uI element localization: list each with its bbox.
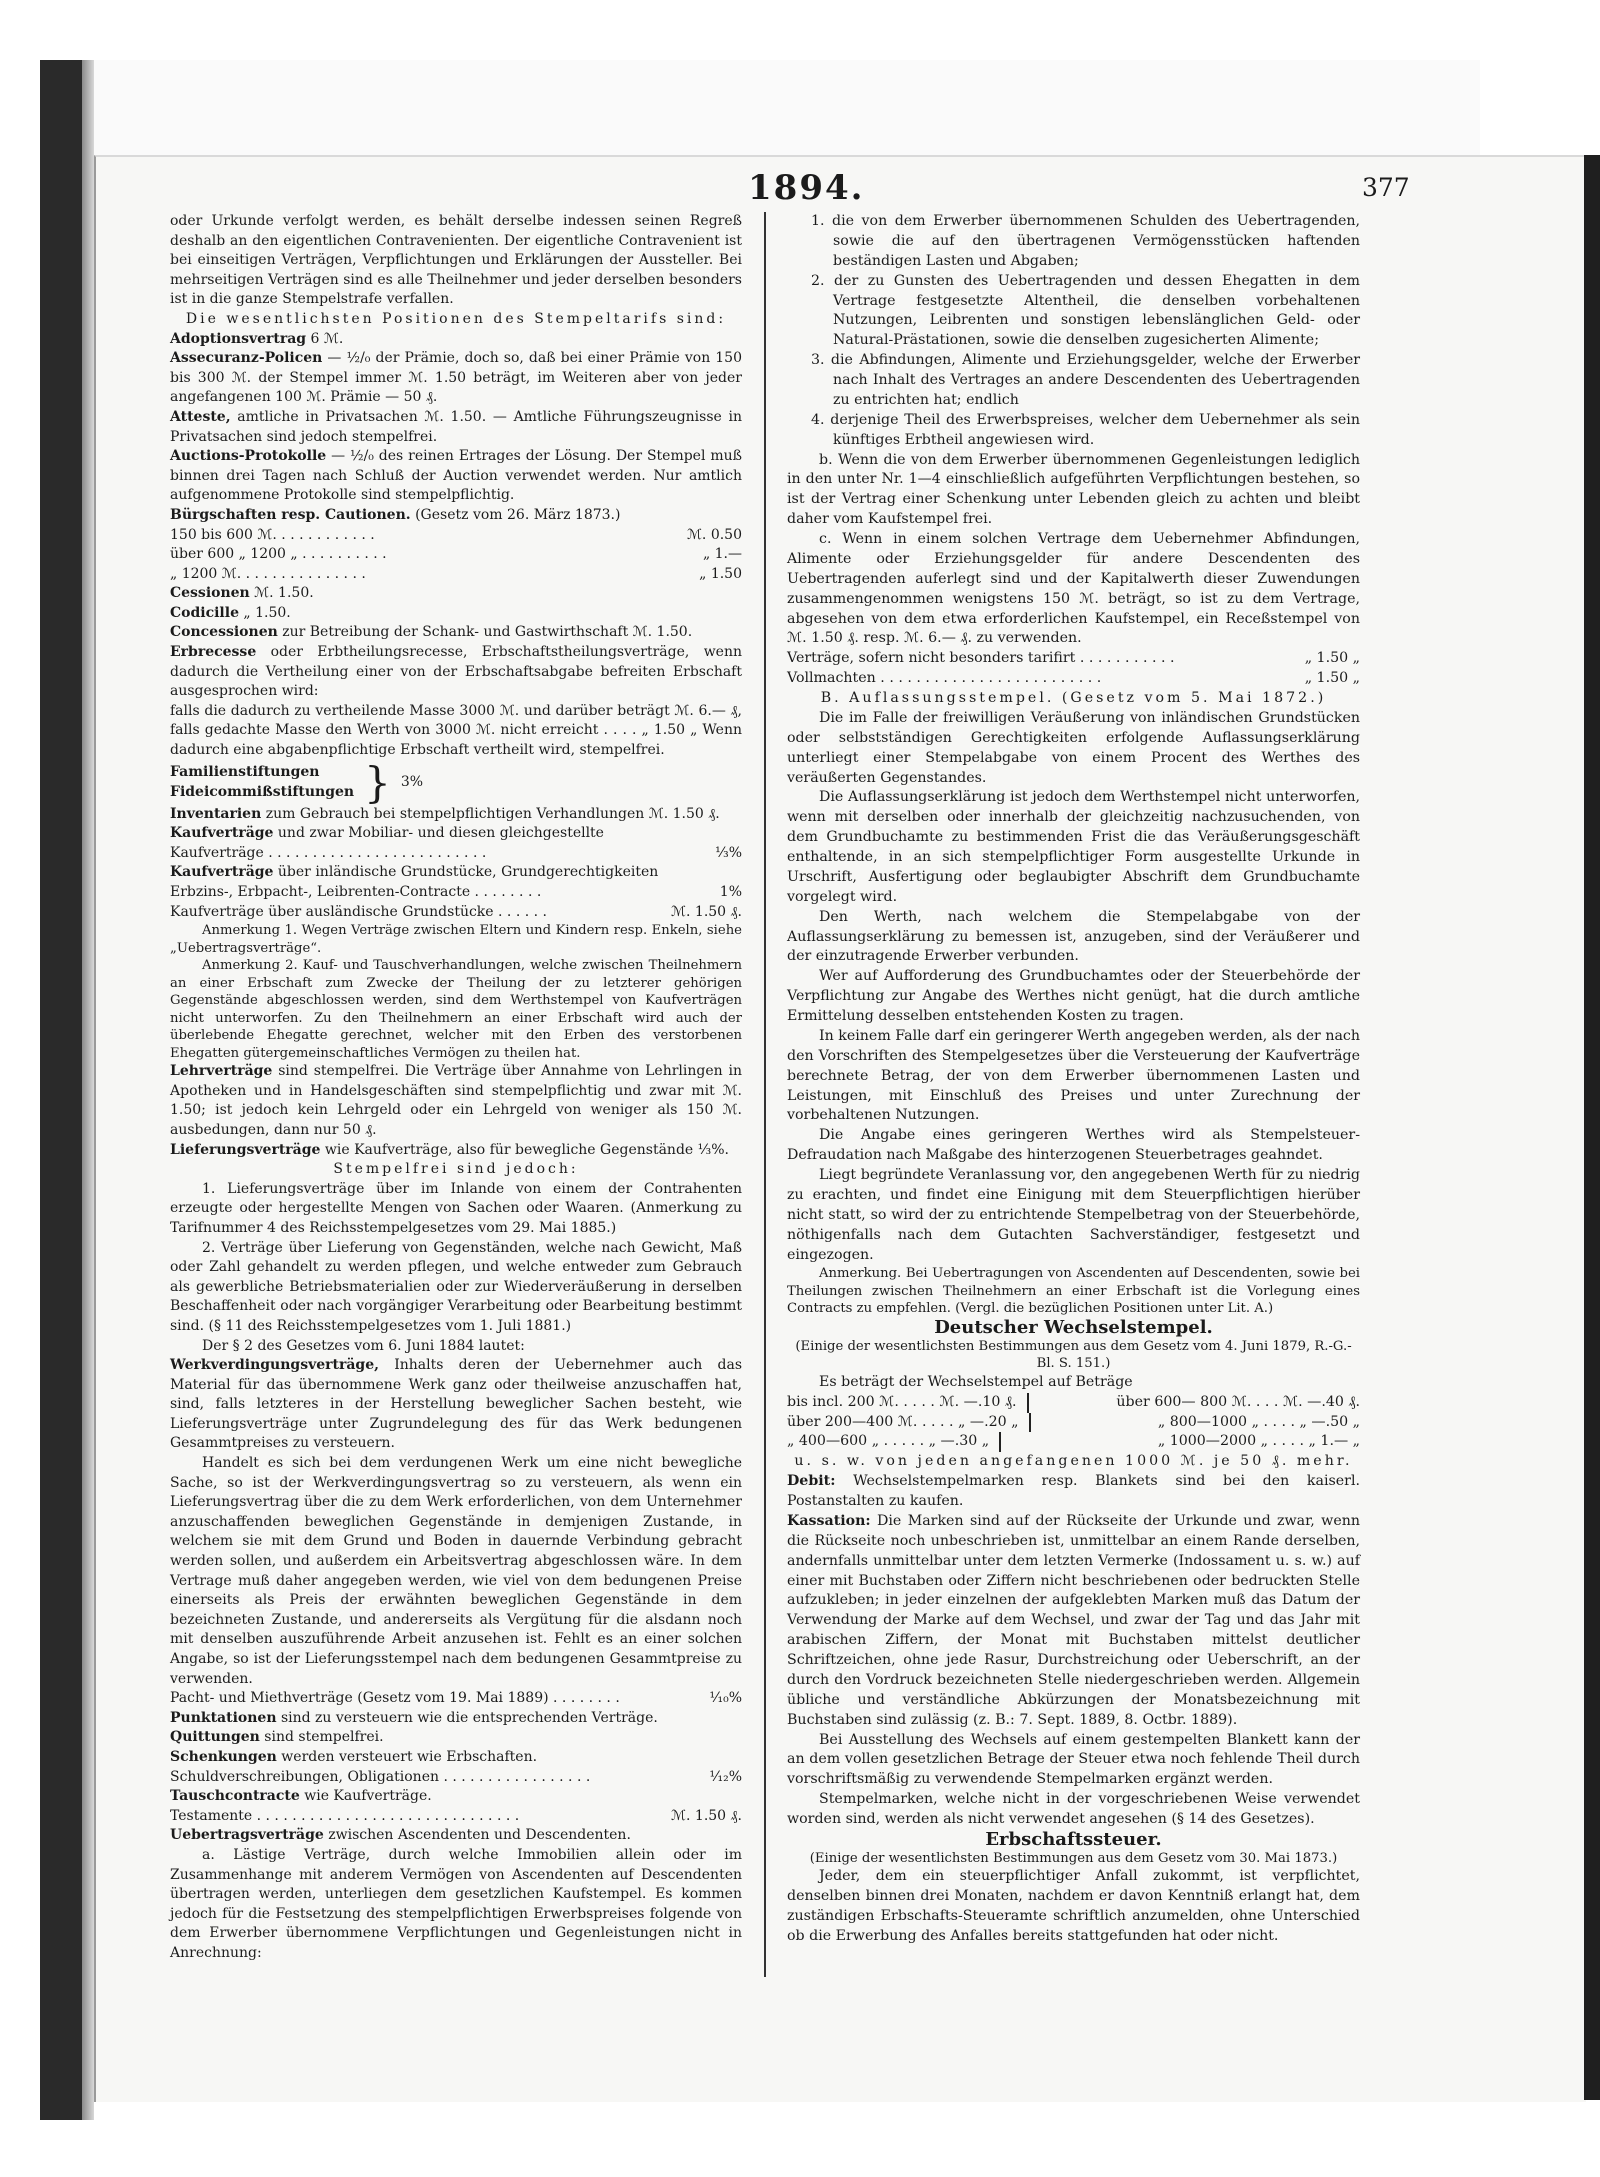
- tariff-label: Schuldverschreibungen, Obligationen . . . . . . . . . . . . . . . . .: [170, 1768, 591, 1785]
- entry-text: — ½/₀ des reinen Ertrages der Lösung. Der Stempel muß binnen drei Tagen nach Schluß der Auction verwendet werden. Nur amtlich aufgenommene Protokolle sind stempelpflichtig.: [170, 448, 742, 504]
- entry-text: 3. die Abfindungen, Alimente und Erziehungsgelder, welche der Erwerber nach Inhalt des Vertrages an andere Descendenten des Uebertragenden zu entrichten hat; endlich: [811, 352, 1360, 408]
- scan-margin: [40, 60, 1480, 160]
- tariff-value: 1%: [719, 884, 742, 900]
- entry-text: 1. Lieferungsverträge über im Inlande von einem der Contrahenten erzeugte oder hergestellte Mengen von Sachen oder Waaren. (Anmerkung zu Tarifnummer 4 des Reichsstempelgesetzes vom 29. Mai 1885.): [170, 1180, 742, 1236]
- entry-text: Handelt es sich bei dem verdungenen Werk um eine nicht bewegliche Sache, so ist der Werkverdingungsvertrag so zu versteuern, als wenn ein Lieferungsvertrag über die zu dem Werk erforderlichen, von dem Unternehmer anzuschaffenden beweglichen Gegenstände in demjenigen Zustande, in welchem sie mit dem Grund und Boden in dauernde Verbindung gebracht werden sollen, und außerdem ein Arbeitsvertrag abgeschlossen wäre. In dem Vertrage muß daher angegeben werden, wie viel von dem bedungenen Preise einerseits als Preis der erwähnten beweglichen Gegenstände in dem bezeichneten Zustande, und andererseits als Vergütung für die alsdann noch mit denselben auszuführende Arbeit anzusehen ist. Fehlt es an einer solchen Angabe, so ist der Lieferungsstempel nach dem bedungenen Gesammtpreise zu verwenden.: [170, 1455, 742, 1687]
- bill-rate-row: [787, 1393, 1360, 1413]
- entry-text: wie Kaufverträge, also für bewegliche Gegenstände ⅓%.: [320, 1141, 729, 1158]
- bill-rate-right: „ 1000—2000 „ . . . . „ 1.— „: [1157, 1433, 1360, 1450]
- tariff-label: Kaufverträge . . . . . . . . . . . . . . . . . . . . . . . . .: [170, 844, 487, 861]
- body-paragraph: [787, 788, 1360, 907]
- entry-paragraph: [170, 584, 742, 604]
- body-paragraph: [170, 1180, 742, 1239]
- entry-paragraph: [170, 623, 742, 643]
- tariff-value: ¹⁄₁₂%: [709, 1768, 742, 1785]
- entry-text: Jeder, dem ein steuerpflichtiger Anfall zukommt, ist verpflichtet, denselben binnen drei Monaten, nachdem er davon Kenntniß erlangt hat, dem zuständigen Erbschafts-Steueramte schriftlich anzumelden, ohne Unterschied ob die Erwerbung des Anfalles bereits stattgefunden hat oder nicht.: [787, 1868, 1360, 1944]
- body-paragraph: [787, 1731, 1360, 1791]
- body-paragraph: [787, 1027, 1360, 1126]
- entry-keyword: Quittungen: [170, 1729, 260, 1746]
- entry-paragraph: [170, 824, 742, 844]
- entry-keyword: Werkverdingungsverträge,: [170, 1357, 379, 1374]
- entry-paragraph: [787, 1512, 1360, 1731]
- foundation-group: [170, 757, 742, 807]
- entry-text: Anmerkung 2. Kauf- und Tauschverhandlungen, welche zwischen Theilnehmern an einer Erbschaft zum Zwecke der Theilung der zu letzterer gehörigen Gegenstände abgeschlossen werden, sind dem Werthstempel von Kaufverträgen nicht unterworfen. Zu den Theilnehmern an einer Erbschaft wird auch der überlebende Ehegatte gerechnet, welcher mit den Erben des verstorbenen Ehegatten gütergemeinschaftliches Vermögen zu theilen hat.: [170, 958, 742, 1061]
- foundation-label: Familienstiftungen: [170, 764, 320, 781]
- bill-rate-left: über 200—400 ℳ. . . . . „ —.20 „: [787, 1413, 1031, 1433]
- entry-keyword: Atteste,: [170, 408, 231, 425]
- tariff-value: ¹⁄₁₀%: [709, 1690, 742, 1707]
- right-text-column: [787, 212, 1360, 1947]
- entry-text: Anmerkung. Bei Uebertragungen von Ascendenten auf Descendenten, sowie bei Theilungen zwischen Theilnehmern an einer Erbschaft ist die Vorlegung eines Contracts zu empfehlen. (Vergl. die bezüglichen Positionen unter Lit. A.): [787, 1266, 1360, 1317]
- numbered-item: [787, 351, 1360, 411]
- entry-text: oder Urkunde verfolgt werden, es behält derselbe indessen seinen Regreß deshalb an den eigentlichen Contravenienten. Der eigentliche Contravenient ist bei einseitigen Verträgen, Verpflichtungen und Erklärungen der Aussteller. Bei mehrseitigen Verträgen sind es alle Theilnehmer und jeder derselben besonders ist in die ganze Stempelstrafe verfallen.: [170, 213, 742, 308]
- entry-text: In keinem Falle darf ein geringerer Werth angegeben werden, als der nach den Vorschriften des Stempelgesetzes über die Versteuerung der Kaufverträge berechnete Betrag, der von dem Erwerber übernommenen Lasten und Leistungen, mit Einschluß des Preises und unter Zurechnung der vorbehaltenen Nutzungen.: [787, 1027, 1360, 1124]
- tariff-value: „ 1.50: [699, 565, 742, 582]
- entry-keyword: Codicille: [170, 604, 239, 621]
- entry-text: Stempelfrei sind jedoch:: [333, 1161, 579, 1178]
- entry-text: 4. derjenige Theil des Erwerbspreises, welcher dem Uebernehmer als sein künftiges Erbtheil angewiesen wird.: [811, 411, 1360, 448]
- entry-text: Die Auflassungserklärung ist jedoch dem Werthstempel nicht unterworfen, wenn mit derselben oder innerhalb der gleichzeitig nachzusuchenden, von dem Grundbuchamte zu bestimmenden Frist die das Veräußerungsgeschäft enthaltende, in an sich stempelpflichtiger Form ausgestellte Urkunde in Urschrift, Ausfertigung oder beglaubigter Abschrift dem Grundbuchamte vorgelegt wird.: [787, 789, 1360, 905]
- note-text: [787, 1265, 1360, 1318]
- entry-text: Wer auf Aufforderung des Grundbuchamtes oder der Steuerbehörde der Verpflichtung zur Angabe des Werthes nicht genügt, hat die durch amtliche Ermittelung desselben entstehenden Kosten zu tragen.: [787, 968, 1360, 1024]
- entry-keyword: Lehrverträge: [170, 1063, 273, 1080]
- section-heading: [787, 689, 1360, 709]
- entry-keyword: Adoptionsvertrag: [170, 330, 307, 347]
- entry-text: B. Auflassungsstempel. (Gesetz vom 5. Mai 1872.): [820, 690, 1327, 706]
- body-paragraph: [787, 1373, 1360, 1393]
- entry-paragraph: [170, 863, 742, 883]
- entry-paragraph: [170, 702, 742, 761]
- bill-rate-row: [787, 1413, 1360, 1433]
- entry-paragraph: [170, 1748, 742, 1768]
- tariff-label: Erbzins-, Erbpacht-, Leibrenten-Contracte . . . . . . . .: [170, 884, 542, 900]
- section-heading: [170, 1160, 742, 1180]
- entry-keyword: Lieferungsverträge: [170, 1141, 321, 1158]
- body-paragraph: [787, 530, 1360, 649]
- entry-text: zum Gebrauch bei stempelpflichtigen Verhandlungen ℳ. 1.50 ₰.: [261, 805, 720, 822]
- entry-text: Der § 2 des Gesetzes vom 6. Juni 1884 lautet:: [202, 1337, 525, 1354]
- tariff-label: über 600 „ 1200 „ . . . . . . . . . .: [170, 546, 387, 563]
- entry-text: Wechselstempelmarken resp. Blankets sind bei den kaiserl. Postanstalten zu kaufen.: [787, 1473, 1360, 1509]
- tariff-row: [170, 1689, 742, 1709]
- entry-text: Stempelmarken, welche nicht in der vorgeschriebenen Weise verwendet worden sind, werden als nicht verwendet angesehen (§ 14 des Gesetzes).: [787, 1791, 1360, 1827]
- entry-text: (Einige der wesentlichsten Bestimmungen aus dem Gesetz vom 30. Mai 1873.): [809, 1850, 1338, 1866]
- tariff-row: [170, 1807, 742, 1827]
- scan-right-edge: [1584, 155, 1600, 2100]
- entry-keyword: Tauschcontracte: [170, 1788, 300, 1805]
- bill-rate-row: [787, 1432, 1360, 1452]
- entry-paragraph: [170, 1787, 742, 1807]
- body-paragraph: [787, 967, 1360, 1027]
- entry-keyword: Kaufverträge: [170, 825, 274, 842]
- entry-text: b. Wenn die von dem Erwerber übernommenen Gegenleistungen lediglich in den unter Nr. 1—4 einschließlich aufgeführten Verpflichtungen bestehen, so ist der Vertrag einer Schenkung unter Lebenden gleich zu achten und bleibt daher vom Kaufstempel frei.: [787, 451, 1360, 528]
- entry-text: Inhalts deren der Uebernehmer auch das Material für das übernommene Werk ganz oder theilweise anzuschaffen hat, sind, falls letzteres in der Herstellung beweglicher Sachen besteht, wie Lieferungsverträge unter Zugrundelegung des für das Werk bedungenen Gesammtpreises zu versteuern.: [170, 1357, 742, 1452]
- bill-rate-left: „ 400—600 „ . . . . . „ —.30 „: [787, 1432, 1001, 1452]
- body-paragraph: [787, 709, 1360, 789]
- entry-text: und zwar Mobiliar- und diesen gleichgestellte: [273, 825, 604, 842]
- source-note: [787, 1850, 1360, 1868]
- entry-text: zur Betreibung der Schank- und Gastwirthschaft ℳ. 1.50.: [277, 624, 693, 641]
- bill-rate-left: bis incl. 200 ℳ. . . . . ℳ. —.10 ₰.: [787, 1393, 1029, 1413]
- bill-rate-right: „ 800—1000 „ . . . . „ —.50 „: [1157, 1413, 1360, 1430]
- tariff-row: [170, 883, 742, 903]
- entry-text: ℳ. 1.50.: [249, 585, 314, 602]
- entry-text: Deutscher Wechselstempel.: [934, 1316, 1213, 1338]
- entry-keyword: Kassation:: [787, 1512, 871, 1529]
- section-title: [787, 1830, 1360, 1850]
- entry-paragraph: [170, 604, 742, 624]
- entry-text: Die Angabe eines geringeren Werthes wird als Stempelsteuer-Defraudation nach Maßgabe des hinterzogenen Steuerbetrages geahndet.: [787, 1127, 1360, 1164]
- entry-paragraph: [170, 805, 742, 825]
- entry-keyword: Assecuranz-Policen: [170, 350, 323, 367]
- entry-paragraph: [170, 212, 742, 310]
- entry-keyword: Erbrecesse: [170, 644, 257, 661]
- entry-keyword: Cessionen: [170, 585, 250, 602]
- body-paragraph: [787, 1867, 1360, 1947]
- entry-text: wie Kaufverträge.: [299, 1788, 432, 1805]
- entry-paragraph: [170, 1062, 742, 1140]
- entry-paragraph: [170, 447, 742, 506]
- entry-text: Erbschaftssteuer.: [985, 1828, 1162, 1850]
- tariff-value: „ 1.50 „: [1304, 650, 1360, 667]
- tariff-row: [787, 649, 1360, 669]
- entry-text: sind stempelfrei.: [259, 1729, 384, 1746]
- entry-text: oder Erbtheilungsrecesse, Erbschaftstheilungsverträge, wenn dadurch die Vertheilung einer von der Erbschaftsabgabe befreiten Erbschaft ausgesprochen wird:: [170, 644, 742, 700]
- entry-text: 6 ℳ.: [306, 330, 344, 347]
- entry-text: — ½/₀ der Prämie, doch so, daß bei einer Prämie von 150 bis 300 ℳ. der Stempel immer ℳ. 1.50 beträgt, im Weiteren aber von jeder angefangenen 100 ℳ. Prämie — 50 ₰.: [170, 350, 742, 406]
- column-divider: [764, 212, 766, 1977]
- section-title: [787, 1318, 1360, 1338]
- tariff-value: ℳ. 1.50 ₰.: [671, 903, 742, 920]
- page-year-header: 1894.: [748, 168, 865, 208]
- entry-keyword: Bürgschaften resp. Cautionen.: [170, 506, 411, 523]
- entry-paragraph: [170, 506, 742, 526]
- body-paragraph: [170, 1846, 742, 1964]
- tariff-label: 150 bis 600 ℳ. . . . . . . . . . . .: [170, 526, 375, 543]
- numbered-item: [787, 272, 1360, 352]
- tariff-row: [787, 669, 1360, 689]
- tariff-label: Testamente . . . . . . . . . . . . . . . . . . . . . . . . . . . . . .: [170, 1807, 520, 1824]
- entry-keyword: Auctions-Protokolle: [170, 448, 327, 465]
- section-heading: [787, 1452, 1360, 1472]
- entry-text: zwischen Ascendenten und Descendenten.: [323, 1827, 631, 1844]
- entry-text: 1. die von dem Erwerber übernommenen Schulden des Uebertragenden, sowie die auf den übertragenen Vermögensstücken haftenden beständigen Lasten und Abgaben;: [811, 213, 1360, 269]
- entry-text: Die Marken sind auf der Rückseite der Urkunde und zwar, wenn die Rückseite noch unbeschrieben ist, unmittelbar an einem Rande derselben, andernfalls unmittelbar unter dem letzten Vermerke (Indossament u. s. w.) auf einer mit Buchstaben oder Ziffern nicht beschriebenen oder bedruckten Stelle aufzukleben; in jeder einzelnen der aufgeklebten Marken muß das Datum der Verwendung der Marke auf dem Wechsel, und zwar der Tag und das Jahr mit arabischen Ziffern, der Monat mit Buchstaben mittelst deutlicher Schriftzeichen, ohne jede Rasur, Durchstreichung oder Ueberschrift, an der durch den Vordruck bezeichneten Stelle niedergeschrieben werden. Allgemein übliche und verständliche Abkürzungen der Monatsbezeichnung mit Buchstaben sind zulässig (z. B.: 7. Sept. 1889, 8. Octbr. 1889).: [787, 1512, 1360, 1728]
- entry-text: 2. Verträge über Lieferung von Gegenständen, welche nach Gewicht, Maß oder Zahl gehandelt zu werden pflegen, und welche entweder zum Gebrauch als gewerbliche Betriebsmaterialien oder zur Wiederveräußerung in derselben Beschaffenheit oder nach vorgängiger Verarbeitung oder Bearbeitung bestimmt sind. (§ 11 des Reichsstempelgesetzes vom 1. Juli 1881.): [170, 1239, 742, 1334]
- entry-text: (Einige der wesentlichsten Bestimmungen aus dem Gesetz vom 4. Juni 1879, R.-G.-Bl. S. 151.): [795, 1338, 1352, 1372]
- entry-keyword: Schenkungen: [170, 1748, 277, 1765]
- entry-paragraph: [170, 330, 742, 350]
- entry-text: Die wesentlichsten Positionen des Stempeltarifs sind:: [185, 310, 727, 327]
- note-text: [170, 957, 742, 1062]
- tariff-value: „ 1.50 „: [1304, 670, 1360, 687]
- tariff-value: ℳ. 1.50 ₰.: [671, 1807, 742, 1824]
- entry-text: Es beträgt der Wechselstempel auf Beträge: [819, 1373, 1133, 1390]
- previous-page-edge: [82, 60, 94, 2120]
- entry-paragraph: [170, 1141, 742, 1161]
- tariff-value: ℳ. 0.50: [686, 526, 742, 543]
- entry-keyword: Concessionen: [170, 624, 278, 641]
- entry-text: sind stempelfrei. Die Verträge über Annahme von Lehrlingen in Apotheken und in Handelsgeschäften sind stempelpflichtig und zwar mit ℳ. 1.50; ist jedoch kein Lehrgeld oder ein Lehrgeld von weniger als 150 ℳ. ausbedungen, dann nur 50 ₰.: [170, 1063, 742, 1138]
- entry-paragraph: [170, 1356, 742, 1454]
- entry-text: Den Werth, nach welchem die Stempelabgabe von der Auflassungserklärung zu bemessen ist, anzugeben, sind der Veräußerer und der einzutragende Erwerber verbunden.: [787, 908, 1360, 965]
- brace-symbol: }: [364, 757, 391, 807]
- numbered-item: [787, 411, 1360, 451]
- book-gutter-shadow: [40, 60, 82, 2120]
- entry-text: werden versteuert wie Erbschaften.: [276, 1748, 538, 1765]
- foundation-label: Fideicommißstiftungen: [170, 783, 355, 800]
- page-number: 377: [1362, 173, 1410, 202]
- entry-keyword: Uebertragsverträge: [170, 1827, 324, 1844]
- foundation-labels: [170, 763, 354, 802]
- body-paragraph: [787, 1126, 1360, 1166]
- entry-paragraph: [170, 1709, 742, 1729]
- entry-text: Liegt begründete Veranlassung vor, den angegebenen Werth für zu niedrig zu erachten, und findet eine Einigung mit dem Steuerpflichtigen hierüber nicht statt, so wird der zu entrichtende Stempelbetrag von der Steuerbehörde, nöthigenfalls nach dem Gutachten Sachverständiger, festgesetzt und eingezogen.: [787, 1167, 1360, 1263]
- source-note: [787, 1338, 1360, 1373]
- tariff-label: Verträge, sofern nicht besonders tarifirt . . . . . . . . . . .: [787, 650, 1175, 667]
- tariff-label: Vollmachten . . . . . . . . . . . . . . . . . . . . . . . . .: [787, 670, 1102, 687]
- entry-text: sind zu versteuern wie die entsprechenden Verträge.: [276, 1709, 658, 1726]
- entry-text: a. Lästige Verträge, durch welche Immobilien allein oder im Zusammenhange mit anderem Vermögen von Ascendenten auf Descendenten übertragen werden, unterliegen dem gesetzlichen Kaufstempel. Es kommen jedoch für die Festsetzung des stempelpflichtigen Erwerbspreises folgende von dem Erwerber übernommene Verpflichtungen und Gegenleistungen nicht in Anrechnung:: [170, 1846, 742, 1961]
- entry-text: u. s. w. von jeden angefangenen 1000 ℳ. je 50 ₰. mehr.: [794, 1453, 1353, 1470]
- entry-text: über inländische Grundstücke, Grundgerechtigkeiten: [273, 864, 659, 881]
- entry-text: (Gesetz vom 26. März 1873.): [410, 506, 621, 523]
- entry-paragraph: [170, 643, 742, 702]
- entry-keyword: Inventarien: [170, 805, 262, 822]
- tariff-value: ⅓%: [715, 844, 742, 861]
- foundation-rate: 3%: [400, 773, 424, 790]
- entry-text: Bei Ausstellung des Wechsels auf einem gestempelten Blankett kann der an dem vollen gesetzlichen Betrage der Steuer etwa noch fehlende Theil durch vorschriftsmäßig zu verwendende Stempelmarken ergänzt werden.: [787, 1731, 1360, 1788]
- entry-text: 2. der zu Gunsten des Uebertragenden und dessen Ehegatten in dem Vertrage festgesetzte Altentheil, die denselben vorbehaltenen Nutzungen, Leibrenten und sonstigen lebenslänglichen Geld- oder Natural-Prästationen, sowie die denselben zugesicherten Alimente;: [811, 272, 1360, 349]
- tariff-label: Pacht- und Miethverträge (Gesetz vom 19. Mai 1889) . . . . . . . .: [170, 1690, 620, 1707]
- note-text: [170, 922, 742, 957]
- bill-rate-right: über 600— 800 ℳ. . . . ℳ. —.40 ₰.: [1116, 1393, 1360, 1410]
- body-paragraph: [787, 1166, 1360, 1265]
- tariff-row: [170, 844, 742, 864]
- entry-text: Anmerkung 1. Wegen Verträge zwischen Eltern und Kindern resp. Enkeln, siehe „Uebertragsverträge“.: [170, 923, 742, 956]
- tariff-row: [170, 1768, 742, 1788]
- tariff-label: Kaufverträge über ausländische Grundstücke . . . . . .: [170, 903, 547, 920]
- entry-paragraph: [170, 1826, 742, 1846]
- numbered-item: [787, 212, 1360, 272]
- body-paragraph: [787, 451, 1360, 531]
- entry-paragraph: [170, 1728, 742, 1748]
- section-heading: [170, 310, 742, 330]
- entry-paragraph: [170, 408, 742, 447]
- entry-keyword: Punktationen: [170, 1709, 277, 1726]
- tariff-label: „ 1200 ℳ. . . . . . . . . . . . . . .: [170, 565, 366, 582]
- tariff-row: [170, 903, 742, 923]
- body-paragraph: [170, 1454, 742, 1689]
- left-text-column: [170, 212, 742, 1964]
- tariff-row: [170, 565, 742, 585]
- body-paragraph: [170, 1239, 742, 1337]
- entry-paragraph: [170, 349, 742, 408]
- entry-text: falls die dadurch zu vertheilende Masse 3000 ℳ. und darüber beträgt ℳ. 6.— ₰, falls gedachte Masse den Werth von 3000 ℳ. nicht erreicht . . . . „ 1.50 „ Wenn dadurch eine abgabenpflichtige Erbschaft vertheilt wird, stempelfrei.: [170, 702, 742, 759]
- entry-text: „ 1.50.: [238, 604, 291, 621]
- body-paragraph: [170, 1337, 742, 1357]
- entry-paragraph: [787, 1472, 1360, 1512]
- body-paragraph: [787, 1790, 1360, 1830]
- entry-keyword: Debit:: [787, 1473, 836, 1490]
- tariff-row: [170, 526, 742, 546]
- entry-keyword: Kaufverträge: [170, 864, 274, 881]
- body-paragraph: [787, 908, 1360, 968]
- entry-text: Die im Falle der freiwilligen Veräußerung von inländischen Grundstücken oder selbstständigen Gerechtigkeiten erfolgende Auflassungserklärung unterliegt einer Stempelabgabe von einem Procent des Werthes des veräußerten Gegenstandes.: [787, 709, 1360, 786]
- tariff-row: [170, 545, 742, 565]
- tariff-value: „ 1.—: [702, 546, 742, 563]
- entry-text: amtliche in Privatsachen ℳ. 1.50. — Amtliche Führungszeugnisse in Privatsachen sind jedoch stempelfrei.: [170, 408, 742, 445]
- entry-text: c. Wenn in einem solchen Vertrage dem Uebernehmer Abfindungen, Alimente oder Erziehungsgelder für andere Descendenten des Uebertragenden auferlegt sind und der Kapitalwerth dieser Zuwendungen zusammengenommen wenigstens 150 ℳ. beträgt, so ist zu dem Vertrage, abgesehen von dem etwa erforderlichen Kaufstempel, ein Receßstempel von ℳ. 1.50 ₰. resp. ℳ. 6.— ₰. zu verwenden.: [787, 531, 1360, 647]
